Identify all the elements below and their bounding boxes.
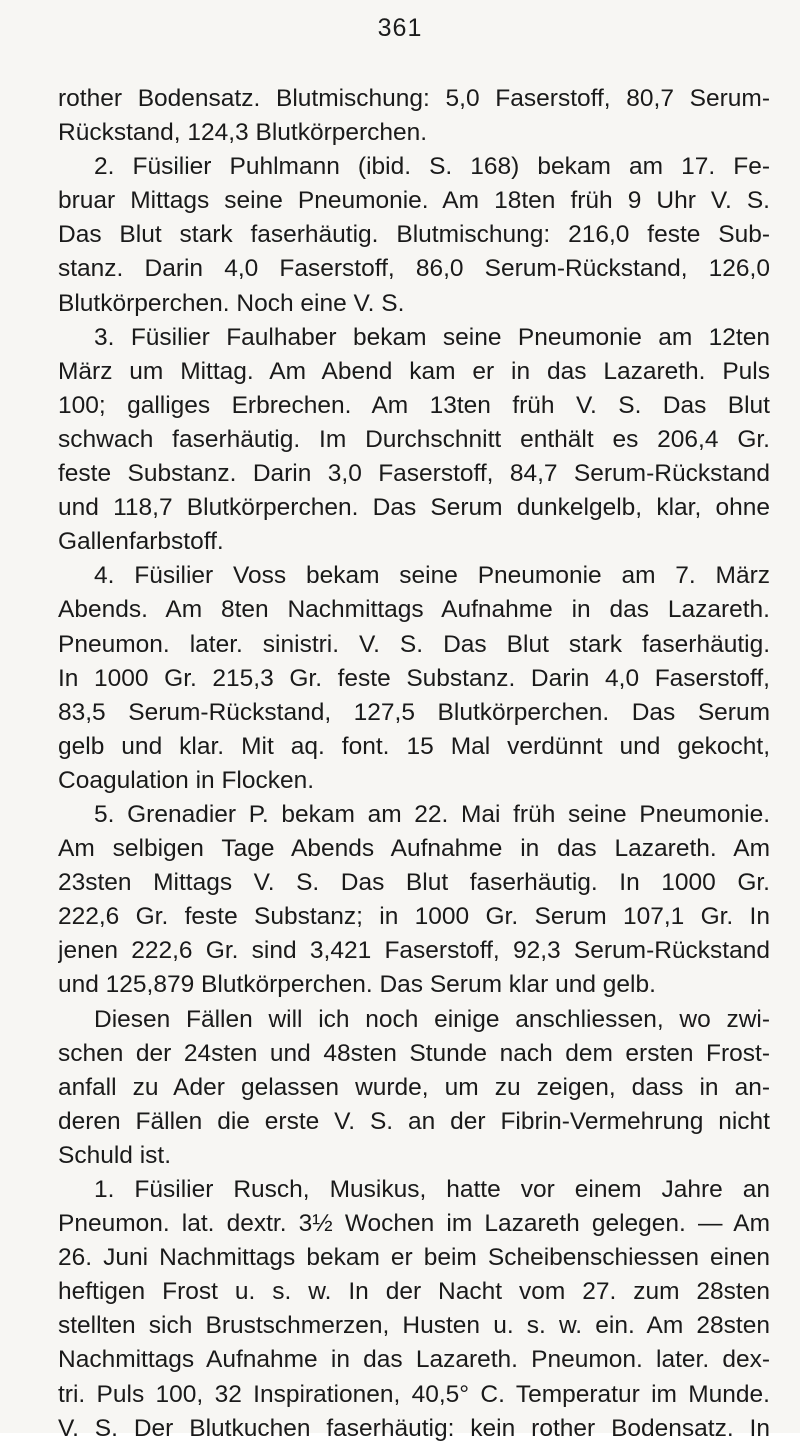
text-line: feste Substanz. Darin 3,0 Faserstoff, 84,7 Serum-Rückstand [58,460,770,488]
text-line: schwach faserhäutig. Im Durchschnitt enthält es 206,4 Gr. [58,425,770,453]
text-line: 23sten Mittags V. S. Das Blut faserhäutig. In 1000 Gr. [58,869,770,897]
text-line: schen der 24sten und 48sten Stunde nach dem ersten Frost- [58,1039,770,1067]
text-line: deren Fällen die erste V. S. an der Fibrin-Vermehrung nicht [58,1107,770,1135]
text-line: gelb und klar. Mit aq. font. 15 Mal verdünnt und gekocht, [58,732,770,760]
text-line: 222,6 Gr. feste Substanz; in 1000 Gr. Serum 107,1 Gr. In [58,903,770,931]
text-line: Blutkörperchen. Noch eine V. S. [58,289,405,317]
text-line: Diesen Fällen will ich noch einige anschliessen, wo zwi- [94,1005,770,1033]
page-number: 361 [377,14,423,42]
text-line: stellten sich Brustschmerzen, Husten u. s. w. ein. Am 28sten [58,1312,770,1340]
text-line: 1. Füsilier Rusch, Musikus, hatte vor einem Jahre an [94,1176,770,1203]
text-line: Nachmittags Aufnahme in das Lazareth. Pneumon. later. dex- [58,1346,770,1374]
text-line: bruar Mittags seine Pneumonie. Am 18ten früh 9 Uhr V. S. [58,187,770,215]
text-line: Das Blut stark faserhäutig. Blutmischung: 216,0 feste Sub- [58,221,770,249]
text-line: Pneumon. later. sinistri. V. S. Das Blut stark faserhäutig. [58,630,770,658]
text-line: Schuld ist. [58,1141,172,1169]
text-line: anfall zu Ader gelassen wurde, um zu zeigen, dass in an- [58,1073,770,1101]
text-line: Am selbigen Tage Abends Aufnahme in das Lazareth. Am [58,835,770,863]
text-line: 2. Füsilier Puhlmann (ibid. S. 168) bekam am 17. Fe- [94,153,770,181]
text-line: jenen 222,6 Gr. sind 3,421 Faserstoff, 92,3 Serum-Rückstand [58,937,770,965]
text-line: Gallenfarbstoff. [58,528,224,556]
text-line: tri. Puls 100, 32 Inspirationen, 40,5° C. Temperatur im Munde. [58,1380,770,1408]
text-line: und 118,7 Blutkörperchen. Das Serum dunkelgelb, klar, ohne [58,494,770,522]
text-line: 83,5 Serum-Rückstand, 127,5 Blutkörperchen. Das Serum [58,698,770,726]
text-line: Pneumon. lat. dextr. 3½ Wochen im Lazareth gelegen. — Am [58,1210,770,1238]
text-line: V. S. Der Blutkuchen faserhäutig: kein rother Bodensatz. In [58,1414,770,1442]
body-text [58,82,770,1446]
text-line: heftigen Frost u. s. w. In der Nacht vom 27. zum 28sten [58,1278,770,1306]
text-line: rother Bodensatz. Blutmischung: 5,0 Faserstoff, 80,7 Serum- [58,85,770,112]
text-line: 5. Grenadier P. bekam am 22. Mai früh seine Pneumonie. [94,800,770,828]
text-line: und 125,879 Blutkörperchen. Das Serum klar und gelb. [58,971,656,999]
text-line: Rückstand, 124,3 Blutkörperchen. [58,119,428,147]
text-line: In 1000 Gr. 215,3 Gr. feste Substanz. Darin 4,0 Faserstoff, [58,664,770,692]
text-line: 4. Füsilier Voss bekam seine Pneumonie am 7. März [94,562,770,590]
text-line: 100; galliges Erbrechen. Am 13ten früh V. S. Das Blut [58,391,770,419]
text-line: Abends. Am 8ten Nachmittags Aufnahme in das Lazareth. [58,596,770,624]
text-line: Coagulation in Flocken. [58,766,315,794]
text-line: stanz. Darin 4,0 Faserstoff, 86,0 Serum-Rückstand, 126,0 [58,255,770,283]
text-line: 26. Juni Nachmittags bekam er beim Scheibenschiessen einen [58,1244,770,1272]
text-line: März um Mittag. Am Abend kam er in das Lazareth. Puls [58,357,770,385]
text-line: 3. Füsilier Faulhaber bekam seine Pneumonie am 12ten [94,323,770,351]
